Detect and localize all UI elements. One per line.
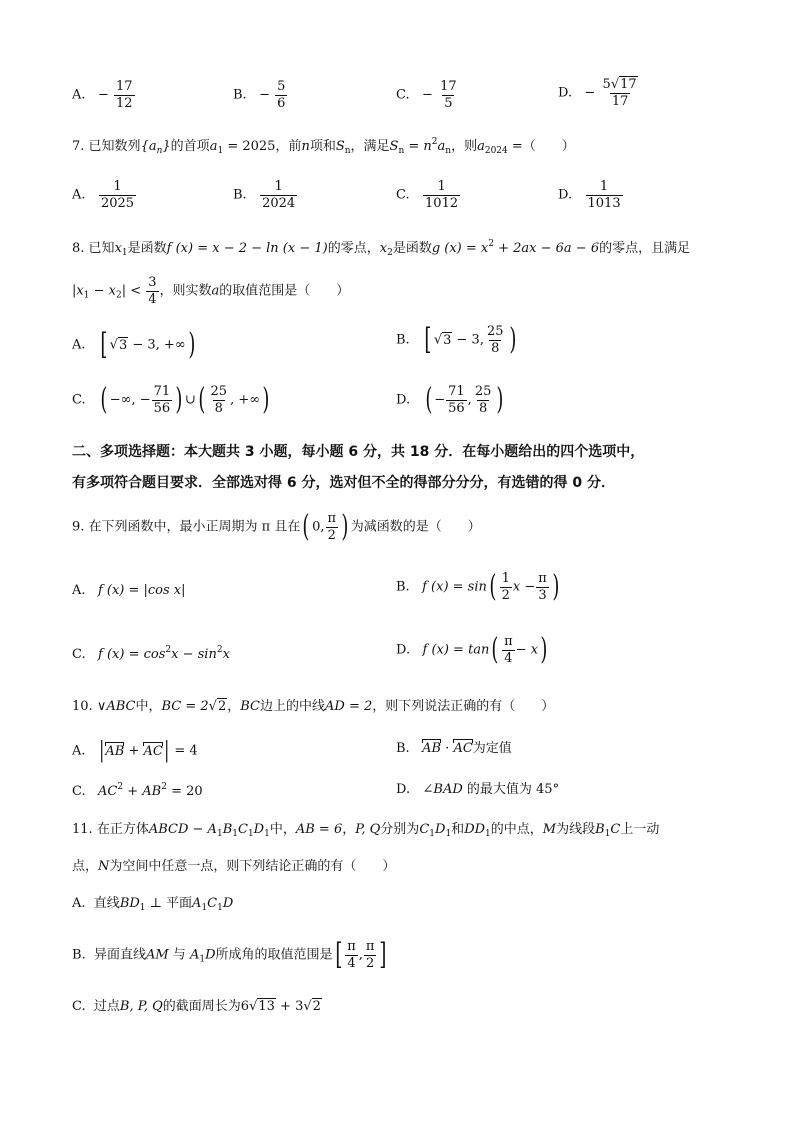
denominator: 12 xyxy=(115,95,133,111)
expr: B, P, Q xyxy=(119,999,163,1014)
superscript: 2 xyxy=(488,239,494,249)
subscript: n xyxy=(156,146,163,156)
option-label: A. xyxy=(72,87,86,103)
q11-option-c: C. 过点B, P, Q的截面周长为6√13 + 3√2 xyxy=(72,999,321,1014)
stem-text: 为空间中任意一点，则下列结论正确的有（ ） xyxy=(109,859,396,874)
expr: DD xyxy=(464,822,486,837)
numerator: 25 xyxy=(486,324,504,339)
triangle: ∨ABC xyxy=(96,699,136,714)
fraction xyxy=(601,78,640,108)
q11-stem-line2 xyxy=(72,860,395,873)
option-label: B. xyxy=(233,87,247,103)
denominator: 2025 xyxy=(100,195,135,211)
question-number: 8. xyxy=(72,241,85,256)
q8-option-c xyxy=(72,382,272,418)
radicand: 3 xyxy=(118,337,128,353)
stem-text: 异面直线 xyxy=(93,947,146,963)
operator: ⊥ xyxy=(145,896,167,911)
question-number: 7. xyxy=(72,139,85,154)
fraction xyxy=(146,276,158,306)
expr: N xyxy=(98,859,110,874)
numerator: 1 xyxy=(437,179,446,194)
right-paren: ) xyxy=(552,569,560,605)
stem-text: 分别为 xyxy=(380,822,420,837)
denominator: 8 xyxy=(491,340,500,356)
expr: ∠BAD xyxy=(422,782,463,797)
option-label: B. xyxy=(396,332,410,348)
right-paren: ) xyxy=(262,382,270,418)
fraction xyxy=(325,512,338,542)
var: = n xyxy=(404,139,432,154)
expr: D xyxy=(205,947,216,963)
question-number: 9. xyxy=(72,519,85,535)
q10-option-d xyxy=(396,783,559,796)
function-expr: f (x) = tan xyxy=(422,642,490,658)
var: S xyxy=(335,139,345,154)
numerator: π xyxy=(538,571,547,586)
fraction xyxy=(364,940,377,970)
stem-text: 项和 xyxy=(309,139,336,154)
q8-option-d: D. ( − $\frac{71}{56}$ , $\frac{25}{8}$ ) xyxy=(396,382,504,418)
fraction xyxy=(260,180,297,210)
operator: + xyxy=(124,743,144,759)
interval-rest: − 3, xyxy=(452,332,484,348)
denominator: 6 xyxy=(277,95,286,111)
stem-text: 与 xyxy=(168,947,190,963)
q8-option-b: B. [ √3 − 3, $\frac{25}{8}$ ) xyxy=(396,322,516,358)
expr: AB = 6 xyxy=(295,822,343,837)
subscript: n xyxy=(344,146,351,156)
q7-option-d xyxy=(558,180,624,210)
stem-text: 的零点，且满足 xyxy=(599,241,691,256)
interval-left: −∞, − xyxy=(109,392,151,408)
right-paren: ) xyxy=(508,322,516,358)
sequence xyxy=(141,139,171,154)
stem-text: 和 xyxy=(451,822,465,837)
expr: B xyxy=(222,822,233,837)
subscript: 1 xyxy=(429,829,435,839)
var: a xyxy=(211,283,220,299)
option-label: D. xyxy=(396,782,411,797)
subscript: 2 xyxy=(387,248,393,258)
option-label: A. xyxy=(72,337,86,353)
minus-sign: − xyxy=(97,87,109,103)
fraction xyxy=(423,180,460,210)
left-paren: ( xyxy=(198,382,206,418)
section-heading-line2: 有多项符合题目要求．全部选对得 6 分，选对但不全的得部分分分，有选错的得 0 分． xyxy=(72,475,615,491)
right-paren: ) xyxy=(341,509,349,545)
denominator: 2 xyxy=(327,527,336,543)
var: n xyxy=(301,139,310,154)
stem-text: 的最大值为 45° xyxy=(462,782,560,797)
expr: A xyxy=(189,947,200,963)
denominator: 2 xyxy=(501,587,510,603)
subscript: 1 xyxy=(485,829,491,839)
left-paren: ( xyxy=(489,569,497,605)
stem-text: 的首项 xyxy=(170,139,210,154)
vector: AC xyxy=(143,743,163,759)
q8-stem-line1 xyxy=(72,240,690,258)
stem-text: ，满足 xyxy=(350,139,390,154)
stem-text: 是函数 xyxy=(127,241,167,256)
q7-option-a xyxy=(72,180,137,210)
expr: M xyxy=(542,822,557,837)
numerator: π xyxy=(347,939,356,954)
stem-text: ，则实数 xyxy=(159,283,212,299)
option-label: D. xyxy=(396,642,411,658)
fraction xyxy=(345,940,358,970)
expr: D xyxy=(222,896,234,911)
expr: A xyxy=(192,896,202,911)
option-label: A. xyxy=(72,743,86,759)
var: x xyxy=(114,241,122,256)
expr: C xyxy=(237,822,248,837)
q11-stem-line1 xyxy=(72,823,659,839)
subscript: n xyxy=(445,146,452,156)
option-label: C. xyxy=(72,647,86,662)
function-expr: f (x) = sin xyxy=(422,579,487,595)
q6-option-b xyxy=(233,80,288,110)
right-paren: ) xyxy=(496,382,504,418)
option-label: D. xyxy=(558,187,573,203)
left-bracket: [ xyxy=(100,327,108,362)
subscript: 2024 xyxy=(484,146,508,156)
stem-text: 所成角的取值范围是 xyxy=(215,947,333,963)
subscript: 1 xyxy=(217,146,224,156)
function-expr: f (x) = cos xyxy=(98,647,166,662)
numerator: π xyxy=(504,634,513,649)
stem-text: 上一动 xyxy=(620,822,660,837)
option-label: B. xyxy=(396,579,410,595)
fraction xyxy=(502,635,515,665)
option-label: B. xyxy=(233,187,247,203)
abs-bar: | xyxy=(163,738,170,763)
fraction xyxy=(473,385,494,415)
var: − x xyxy=(89,283,116,299)
radicand: 3 xyxy=(443,332,452,348)
subscript: 2 xyxy=(115,290,122,301)
var: a xyxy=(477,139,485,154)
minus-sign: − xyxy=(422,87,433,103)
stem-text: 的取值范围是（ ） xyxy=(219,283,350,299)
expr: = 20 xyxy=(166,784,203,799)
expr: C xyxy=(419,822,430,837)
expr: = 4 xyxy=(170,743,198,759)
q9-stem xyxy=(72,509,481,545)
var: |x xyxy=(72,283,84,299)
numerator: 17 xyxy=(440,79,457,94)
q11-option-b: B. 异面直线AM 与 $A_1D$所成角的取值范围是[ $\frac{\pi}{4}$ , $\frac{\pi}{2}$ ] xyxy=(72,937,387,973)
stem-text: 直线 xyxy=(93,896,120,911)
expr: B xyxy=(595,822,605,837)
operator: · xyxy=(441,741,454,756)
denominator: 4 xyxy=(148,291,157,307)
left-paren: ( xyxy=(424,382,432,418)
right-paren: ) xyxy=(175,382,183,418)
fraction xyxy=(586,180,623,210)
minus-sign: − xyxy=(259,87,270,103)
stem-text: 在正方体 xyxy=(96,822,149,837)
denominator: 5 xyxy=(444,95,453,111)
stem-text: 点， xyxy=(72,859,99,874)
stem-text: ， xyxy=(227,699,241,714)
option-label: A. xyxy=(72,896,86,911)
q10-option-a xyxy=(72,740,198,762)
interval-rest: − 3, +∞ xyxy=(128,337,186,353)
q9-option-d xyxy=(396,632,550,668)
numerator: 71 xyxy=(448,384,465,399)
numerator: 1 xyxy=(501,571,510,586)
expr: ABCD − A xyxy=(148,822,217,837)
expr: AM xyxy=(145,947,169,963)
stem-text: 的中点， xyxy=(490,822,543,837)
expr: BC = 2 xyxy=(161,699,209,714)
var: a xyxy=(209,139,218,154)
option-label: C. xyxy=(72,999,86,1014)
expr: AD = 2 xyxy=(325,699,373,714)
subscript: 1 xyxy=(216,829,223,839)
denominator: 1013 xyxy=(587,195,621,211)
stem-text: 为定值 xyxy=(472,741,512,756)
fraction xyxy=(152,385,173,415)
denominator: 8 xyxy=(478,400,488,416)
q9-option-a xyxy=(72,584,186,597)
denominator: 4 xyxy=(504,650,513,666)
question-number: 11. xyxy=(72,822,93,837)
function-expr: x − xyxy=(512,579,536,595)
stem-text: 过点 xyxy=(93,999,120,1014)
option-label: C. xyxy=(72,784,86,799)
function-def: f (x) = x − 2 − ln (x − 1) xyxy=(166,241,328,256)
question-number: 10. xyxy=(72,699,93,714)
vector: AB xyxy=(422,741,442,756)
section-heading-line1: 二、多项选择题：本大题共 3 小题，每小题 6 分，共 18 分．在每小题给出的四个选项中， xyxy=(72,444,645,460)
right-paren: ) xyxy=(540,632,548,668)
denominator: 3 xyxy=(538,587,547,603)
stem-text: =（ ） xyxy=(507,139,575,154)
denominator: 1012 xyxy=(425,195,459,211)
denominator: 4 xyxy=(347,955,356,971)
expr: D xyxy=(253,822,265,837)
fraction xyxy=(275,80,287,110)
minus-sign: − xyxy=(434,392,446,408)
subscript: n xyxy=(398,146,405,156)
left-bracket: [ xyxy=(334,937,342,973)
numerator: 1 xyxy=(113,179,122,194)
right-bracket: ] xyxy=(379,937,387,973)
superscript: 2 xyxy=(117,782,124,792)
fraction xyxy=(438,80,459,110)
expr: BD xyxy=(119,896,140,911)
stem-text: 已知数列 xyxy=(88,139,141,154)
stem-text: = 2025，前 xyxy=(223,139,302,154)
subscript: 1 xyxy=(199,954,206,965)
numerator: 71 xyxy=(153,384,171,399)
denominator: 17 xyxy=(611,93,629,109)
subscript: 1 xyxy=(264,829,270,839)
numerator: π xyxy=(327,511,337,526)
q7-option-b xyxy=(233,180,298,210)
option-label: A. xyxy=(72,187,86,203)
numerator: 3 xyxy=(148,275,157,290)
expr: AC xyxy=(98,784,118,799)
vector: AC xyxy=(453,741,473,756)
denominator: 2024 xyxy=(262,195,296,211)
superscript: 2 xyxy=(161,782,167,792)
function-expr: − x xyxy=(515,642,539,658)
radicand: 13 xyxy=(258,999,275,1014)
option-label: D. xyxy=(396,392,411,408)
q9-option-b xyxy=(396,569,562,605)
operator: + 3 xyxy=(275,999,304,1014)
subscript: 1 xyxy=(121,248,128,258)
left-paren: ( xyxy=(491,632,499,668)
numerator: 1 xyxy=(599,179,609,194)
expr: C xyxy=(610,822,621,837)
minus-sign: − xyxy=(584,85,596,101)
subscript: 1 xyxy=(139,903,146,913)
radicand: 2 xyxy=(217,699,227,714)
fraction xyxy=(114,80,135,110)
fraction xyxy=(446,385,467,415)
expr: BC xyxy=(240,699,261,714)
q7-stem xyxy=(72,138,575,156)
seq-text: {a xyxy=(140,139,157,154)
stem-text: 的零点， xyxy=(327,241,380,256)
function-expr: x xyxy=(222,647,230,662)
numerator: 25 xyxy=(210,384,228,399)
stem-text: ，则 xyxy=(451,139,478,154)
interval-right: , +∞ xyxy=(230,392,261,408)
function-expr: f (x) = |cos x| xyxy=(97,583,186,598)
denominator: 2 xyxy=(366,955,375,971)
q6-option-d xyxy=(558,78,641,108)
numerator: 1 xyxy=(274,179,283,194)
stem-text: ，则下列说法正确的有（ ） xyxy=(372,699,555,714)
subscript: 1 xyxy=(445,829,452,839)
q8-option-a: A. [ √3 − 3, +∞) xyxy=(72,327,196,362)
denominator: 56 xyxy=(153,400,171,416)
var: a xyxy=(437,139,446,154)
subscript: 1 xyxy=(604,829,611,839)
seq-close: } xyxy=(162,139,171,154)
expr: + AB xyxy=(123,784,162,799)
subscript: 1 xyxy=(83,290,90,301)
function-def: g (x) = x xyxy=(431,241,489,256)
expr: D xyxy=(435,822,446,837)
superscript: 2 xyxy=(165,645,172,655)
fraction xyxy=(99,180,136,210)
option-label: C. xyxy=(396,87,410,103)
abs-bar: | xyxy=(99,738,105,763)
stem-text: 边上的中线 xyxy=(260,699,326,714)
subscript: 1 xyxy=(232,829,238,839)
radicand: 2 xyxy=(312,999,321,1014)
q8-stem-line2 xyxy=(72,276,349,306)
stem-text: 中， xyxy=(269,822,296,837)
expr: P, Q xyxy=(355,822,381,837)
var: | < xyxy=(121,283,142,299)
stem-text: 中， xyxy=(135,699,162,714)
q6-option-c xyxy=(396,80,460,110)
left-paren: ( xyxy=(302,509,310,545)
var: S xyxy=(389,139,399,154)
coefficient: 5 xyxy=(602,77,611,92)
stem-text: 已知 xyxy=(88,241,115,256)
option-label: C. xyxy=(72,392,86,408)
right-paren: ) xyxy=(188,327,196,362)
fraction xyxy=(500,572,512,602)
numerator: 5 xyxy=(277,79,286,94)
option-label: B. xyxy=(396,741,410,756)
subscript: 1 xyxy=(247,829,254,839)
subscript: 1 xyxy=(201,903,208,913)
fraction xyxy=(209,385,230,415)
fraction xyxy=(536,572,549,602)
expr: C xyxy=(207,896,218,911)
vector: AB xyxy=(105,743,125,759)
q10-option-b xyxy=(396,742,512,755)
fraction xyxy=(485,325,506,355)
stem-text: 为线段 xyxy=(556,822,596,837)
left-paren: ( xyxy=(100,382,108,418)
q6-option-a xyxy=(72,80,136,110)
option-label: A. xyxy=(72,583,86,598)
option-label: D. xyxy=(558,85,573,101)
stem-text: 平面 xyxy=(166,896,193,911)
interval-left: 0, xyxy=(312,519,325,535)
function-expr: x − sin xyxy=(171,647,217,662)
q9-option-c xyxy=(72,646,230,661)
var: x xyxy=(379,241,388,256)
numerator: 25 xyxy=(474,384,492,399)
numerator: 17 xyxy=(115,79,133,94)
function-def: + 2ax − 6a − 6 xyxy=(493,241,600,256)
subscript: 1 xyxy=(217,903,223,913)
stem-text: 的截面周长为 xyxy=(162,999,241,1014)
superscript: 2 xyxy=(216,645,223,655)
q10-stem: 10. ∨ABC中，BC = 2√2，BC边上的中线AD = 2，则下列说法正确的有（ ） xyxy=(72,699,555,714)
coefficient: 6 xyxy=(240,999,250,1014)
radicand: 17 xyxy=(620,77,637,92)
stem-text: 是函数 xyxy=(392,241,432,256)
denominator: 8 xyxy=(214,400,223,416)
q11-option-a xyxy=(72,897,233,913)
q10-option-c xyxy=(72,783,203,798)
superscript: 2 xyxy=(431,137,438,147)
option-label: B. xyxy=(72,947,86,963)
option-label: C. xyxy=(396,187,410,203)
denominator: 56 xyxy=(448,400,465,416)
stem-text: ， xyxy=(342,822,356,837)
union-symbol: ∪ xyxy=(184,392,196,408)
q7-option-c xyxy=(396,180,461,210)
numerator: 5√17 xyxy=(602,77,637,92)
numerator: π xyxy=(365,939,375,954)
left-bracket: [ xyxy=(424,322,432,358)
stem-text: 为减函数的是（ ） xyxy=(350,519,481,535)
stem-text: 在下列函数中，最小正周期为 π 且在 xyxy=(88,519,301,535)
